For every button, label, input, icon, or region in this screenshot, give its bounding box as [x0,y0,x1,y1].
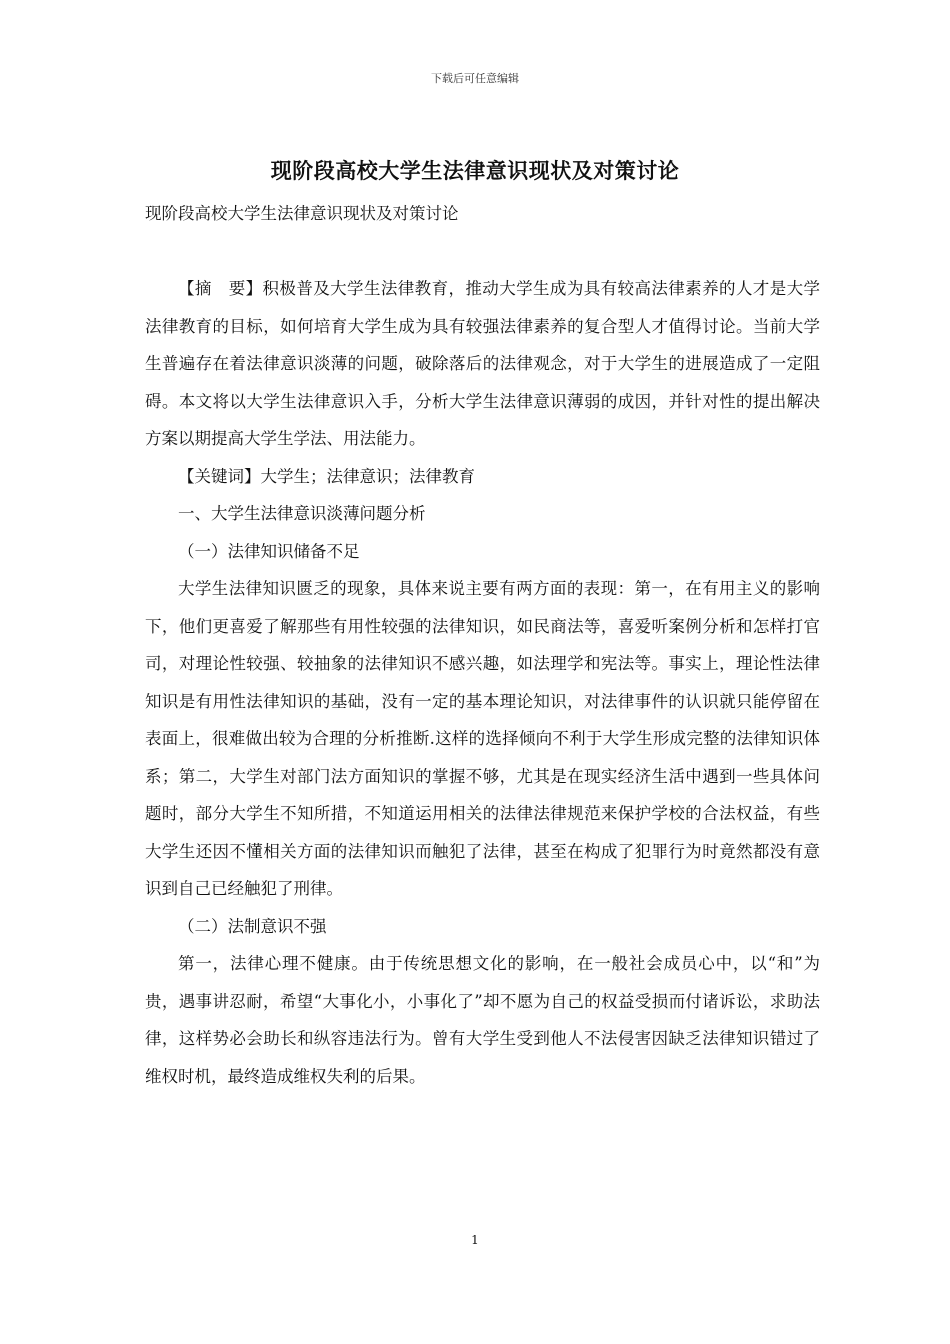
document-body [145,270,820,1095]
abstract-paragraph: 【摘 要】积极普及大学生法律教育，推动大学生成为具有较高法律素养的人才是大学法律教育的目标，如何培育大学生成为具有较强法律素养的复合型人才值得讨论。当前大学生普遍存在着法律意识淡薄的问题，破除落后的法律观念，对于大学生的进展造成了一定阻碍。本文将以大学生法律意识入手，分析大学生法律意识薄弱的成因，并针对性的提出解决方案以期提高大学生学法、用法能力。 [145,279,820,448]
subsection-heading: （二）法制意识不强 [178,916,327,936]
body-paragraph: 第一，法律心理不健康。由于传统思想文化的影响，在一般社会成员心中，以“和”为贵，遇事讲忍耐，希望“大事化小，小事化了”却不愿为自己的权益受损而付诸诉讼，求助法律，这样势必会助长和纵容违法行为。曾有大学生受到他人不法侵害因缺乏法律知识错过了维权时机，最终造成维权失利的后果。 [145,954,820,1086]
document-subtitle: 现阶段高校大学生法律意识现状及对策讨论 [145,204,459,223]
section-heading: 一、大学生法律意识淡薄问题分析 [178,504,426,523]
page-header-note: 下载后可任意编辑 [431,72,519,85]
document-title: 现阶段高校大学生法律意识现状及对策讨论 [270,158,680,183]
keywords-paragraph: 【关键词】大学生；法律意识；法律教育 [178,466,475,486]
page-number: 1 [471,1233,479,1247]
subsection-heading: （一）法律知识储备不足 [178,541,360,561]
body-paragraph: 大学生法律知识匮乏的现象，具体来说主要有两方面的表现：第一，在有用主义的影响下，他们更喜爱了解那些有用性较强的法律知识，如民商法等，喜爱听案例分析和怎样打官司，对理论性较强、较抽象的法律知识不感兴趣，如法理学和宪法等。事实上，理论性法律知识是有用性法律知识的基础，没有一定的基本理论知识，对法律事件的认识就只能停留在表面上，很难做出较为合理的分析推断.这样的选择倾向不利于大学生形成完整的法律知识体系；第二，大学生对部门法方面知识的掌握不够，尤其是在现实经济生活中遇到一些具体问题时，部分大学生不知所措，不知道运用相关的法律法律规范来保护学校的合法权益，有些大学生还因不懂相关方面的法律知识而触犯了法律，甚至在构成了犯罪行为时竟然都没有意识到自己已经触犯了刑律。 [145,579,820,898]
